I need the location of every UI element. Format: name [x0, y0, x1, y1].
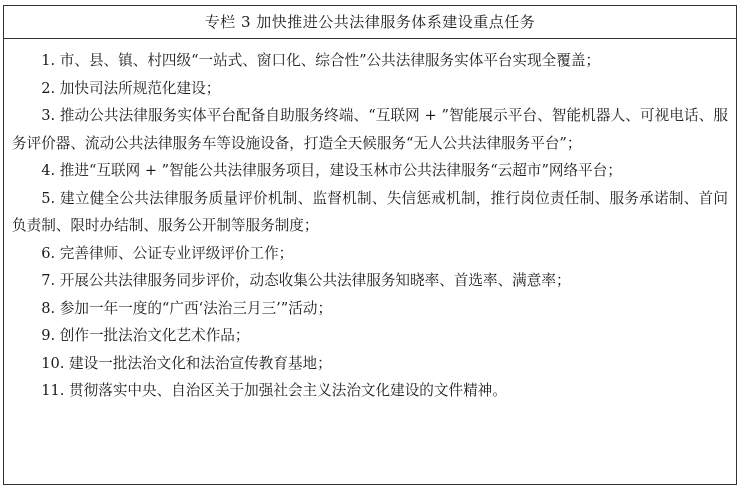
task-item-4: 4. 推进“互联网 + ”智能公共法律服务项目，建设玉林市公共法律服务“云超市”网络平台；: [41, 162, 622, 179]
task-column-box: [3, 5, 737, 485]
task-item-2: 2. 加快司法所规范化建设；: [41, 79, 221, 97]
task-list: [4, 39, 736, 405]
task-item-1: 1. 市、县、镇、村四级“一站式、窗口化、综合性”公共法律服务实体平台实现全覆盖；: [41, 52, 601, 69]
task-item-10: 10. 建设一批法治文化和法治宣传教育基地；: [41, 354, 332, 372]
task-item-5: 5. 建立健全公共法律服务质量评价机制、监督机制、失信惩戒机制，推行岗位责任制、服务承诺制、首问负责制、限时办结制、服务公开制等服务制度；: [12, 189, 728, 234]
task-item-9: 9. 创作一批法治文化艺术作品；: [41, 327, 250, 344]
task-item-3: 3. 推动公共法律服务实体平台配备自助服务终端、“互联网 + ”智能展示平台、智能机器人、可视电话、服务评价器、流动公共法律服务车等设施设备，打造全天候服务“无人公共法律服务平台”；: [12, 107, 728, 152]
task-item-6: 6. 完善律师、公证专业评级评价工作；: [41, 244, 294, 262]
column-title: 专栏 3 加快推进公共法律服务体系建设重点任务: [4, 6, 736, 39]
task-item-8: 8. 参加一年一度的“广西‘法治三月三’”活动；: [41, 299, 333, 317]
task-item-7: 7. 开展公共法律服务同步评价，动态收集公共法律服务知晓率、首选率、满意率；: [41, 272, 571, 289]
task-item-11: 11. 贯彻落实中央、自治区关于加强社会主义法治文化建设的文件精神。: [41, 382, 507, 399]
